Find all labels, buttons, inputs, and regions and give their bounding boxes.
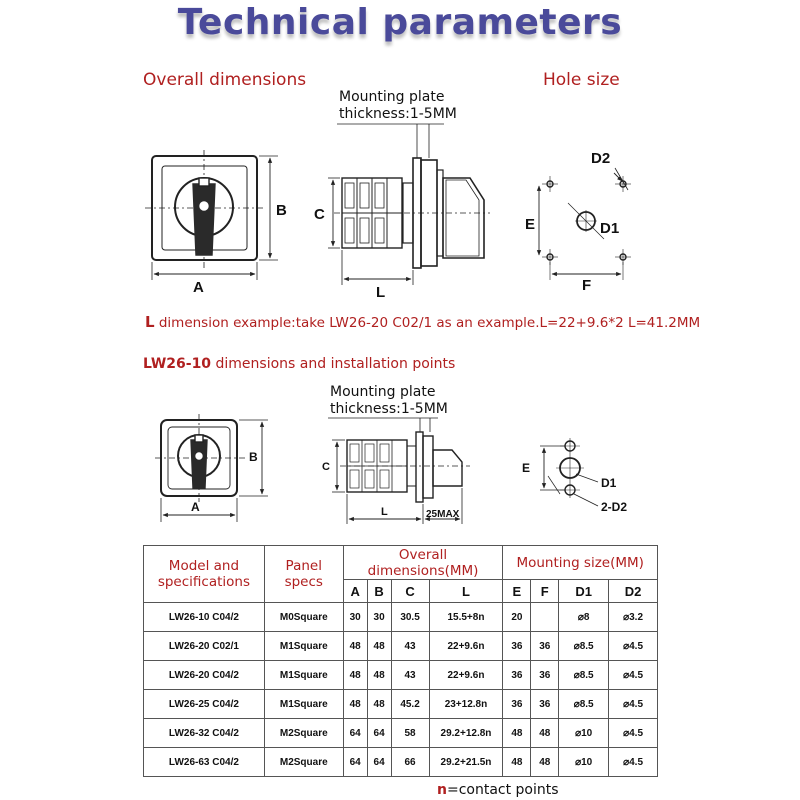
cell-b: 64: [367, 748, 391, 777]
header-overall: Overall dimensions(MM): [343, 546, 503, 580]
table-row: [144, 690, 658, 719]
dim-label-f: F: [582, 277, 592, 294]
overall-dimensions-heading: Overall dimensions: [143, 70, 307, 90]
cell-model: LW26-10 C04/2: [144, 603, 265, 632]
cell-model: LW26-20 C02/1: [144, 632, 265, 661]
dim-label-l-small: L: [381, 506, 388, 518]
front-view-large: [145, 150, 278, 280]
header-model: Model and specifications: [144, 546, 265, 603]
cell-e: 36: [503, 690, 531, 719]
cell-f: 36: [531, 661, 559, 690]
col-l: L: [429, 580, 503, 603]
dim-label-2d2: 2-D2: [601, 500, 628, 514]
table-row: [144, 632, 658, 661]
dim-label-a-small: A: [191, 500, 200, 514]
dim-label-l: L: [376, 284, 386, 301]
cell-a: 48: [343, 690, 367, 719]
cell-panel: M2Square: [264, 748, 343, 777]
cell-c: 66: [391, 748, 429, 777]
cell-f: 36: [531, 690, 559, 719]
cell-l: 29.2+12.8n: [429, 719, 503, 748]
cell-panel: M0Square: [264, 603, 343, 632]
cell-l: 15.5+8n: [429, 603, 503, 632]
cell-panel: M2Square: [264, 719, 343, 748]
cell-model: LW26-25 C04/2: [144, 690, 265, 719]
col-d2: D2: [609, 580, 658, 603]
mounting-plate-line1: Mounting plate: [339, 89, 445, 105]
cell-c: 58: [391, 719, 429, 748]
cell-e: 36: [503, 632, 531, 661]
table-row: [144, 603, 658, 632]
mounting-plate-line2: thickness:1-5MM: [339, 106, 457, 122]
dim-label-a: A: [193, 279, 204, 296]
lw26-10-heading: [143, 356, 455, 372]
mounting-plate-line2: thickness:1-5MM: [330, 401, 448, 417]
dim-label-e: E: [525, 216, 536, 233]
cell-b: 48: [367, 632, 391, 661]
cell-f: 36: [531, 632, 559, 661]
cell-e: 36: [503, 661, 531, 690]
cell-d1: ⌀8: [559, 603, 609, 632]
cell-b: 48: [367, 690, 391, 719]
hole-size-small: [540, 438, 598, 506]
cell-a: 64: [343, 719, 367, 748]
cell-c: 43: [391, 632, 429, 661]
table-row: [144, 719, 658, 748]
cell-d1: ⌀10: [559, 748, 609, 777]
dim-label-b-small: B: [249, 450, 258, 464]
cell-b: 30: [367, 603, 391, 632]
lw26-10-text: dimensions and installation points: [211, 356, 456, 372]
cell-e: 48: [503, 719, 531, 748]
cell-d1: ⌀10: [559, 719, 609, 748]
col-c: C: [391, 580, 429, 603]
header-mount: Mounting size(MM): [503, 546, 658, 580]
dim-label-25max: 25MAX: [426, 509, 460, 520]
cell-l: 22+9.6n: [429, 661, 503, 690]
footnote: [437, 782, 559, 798]
cell-panel: M1Square: [264, 632, 343, 661]
col-f: F: [531, 580, 559, 603]
page-title: Technical parameters: [177, 2, 623, 43]
cell-model: LW26-32 C04/2: [144, 719, 265, 748]
footnote-text: =contact points: [446, 782, 559, 798]
table-row: [144, 661, 658, 690]
dim-label-d2: D2: [591, 150, 611, 167]
cell-panel: M1Square: [264, 661, 343, 690]
col-d1: D1: [559, 580, 609, 603]
dim-label-c: C: [314, 206, 325, 223]
col-a: A: [343, 580, 367, 603]
dim-label-e-small: E: [522, 461, 531, 475]
header-panel: Panel specs: [264, 546, 343, 603]
cell-l: 22+9.6n: [429, 632, 503, 661]
spec-table: [143, 545, 658, 777]
cell-a: 48: [343, 661, 367, 690]
cell-b: 64: [367, 719, 391, 748]
cell-d1: ⌀8.5: [559, 632, 609, 661]
cell-c: 45.2: [391, 690, 429, 719]
lw26-10-model: LW26-10: [143, 356, 212, 372]
cell-d2: ⌀4.5: [609, 632, 658, 661]
cell-d2: ⌀4.5: [609, 661, 658, 690]
mounting-plate-line1: Mounting plate: [330, 384, 436, 400]
dim-label-b: B: [276, 202, 287, 219]
dim-label-d1: D1: [600, 220, 620, 237]
example-text: dimension example:take LW26-20 C02/1 as an example.L=22+9.6*2 L=41.2MM: [154, 315, 701, 331]
cell-panel: M1Square: [264, 690, 343, 719]
col-e: E: [503, 580, 531, 603]
col-b: B: [367, 580, 391, 603]
cell-f: 48: [531, 748, 559, 777]
table-row: [144, 748, 658, 777]
cell-a: 48: [343, 632, 367, 661]
front-view-small: [155, 414, 268, 522]
cell-d2: ⌀4.5: [609, 719, 658, 748]
cell-l: 23+12.8n: [429, 690, 503, 719]
hole-size-heading: Hole size: [543, 70, 620, 90]
cell-c: 30.5: [391, 603, 429, 632]
cell-d2: ⌀4.5: [609, 748, 658, 777]
cell-d1: ⌀8.5: [559, 661, 609, 690]
cell-c: 43: [391, 661, 429, 690]
cell-f: 48: [531, 719, 559, 748]
cell-e: 48: [503, 748, 531, 777]
cell-d2: ⌀4.5: [609, 690, 658, 719]
l-dimension-example: [145, 313, 700, 331]
example-letter: L: [145, 313, 155, 331]
dim-label-d1-small: D1: [601, 476, 617, 490]
cell-d2: ⌀3.2: [609, 603, 658, 632]
cell-e: 20: [503, 603, 531, 632]
dim-label-c-small: C: [322, 461, 330, 473]
cell-b: 48: [367, 661, 391, 690]
cell-model: LW26-20 C04/2: [144, 661, 265, 690]
footnote-n: n: [437, 782, 447, 798]
cell-a: 30: [343, 603, 367, 632]
side-view-large: [328, 124, 490, 285]
cell-model: LW26-63 C04/2: [144, 748, 265, 777]
cell-d1: ⌀8.5: [559, 690, 609, 719]
cell-l: 29.2+21.5n: [429, 748, 503, 777]
cell-a: 64: [343, 748, 367, 777]
cell-f: [531, 603, 559, 632]
